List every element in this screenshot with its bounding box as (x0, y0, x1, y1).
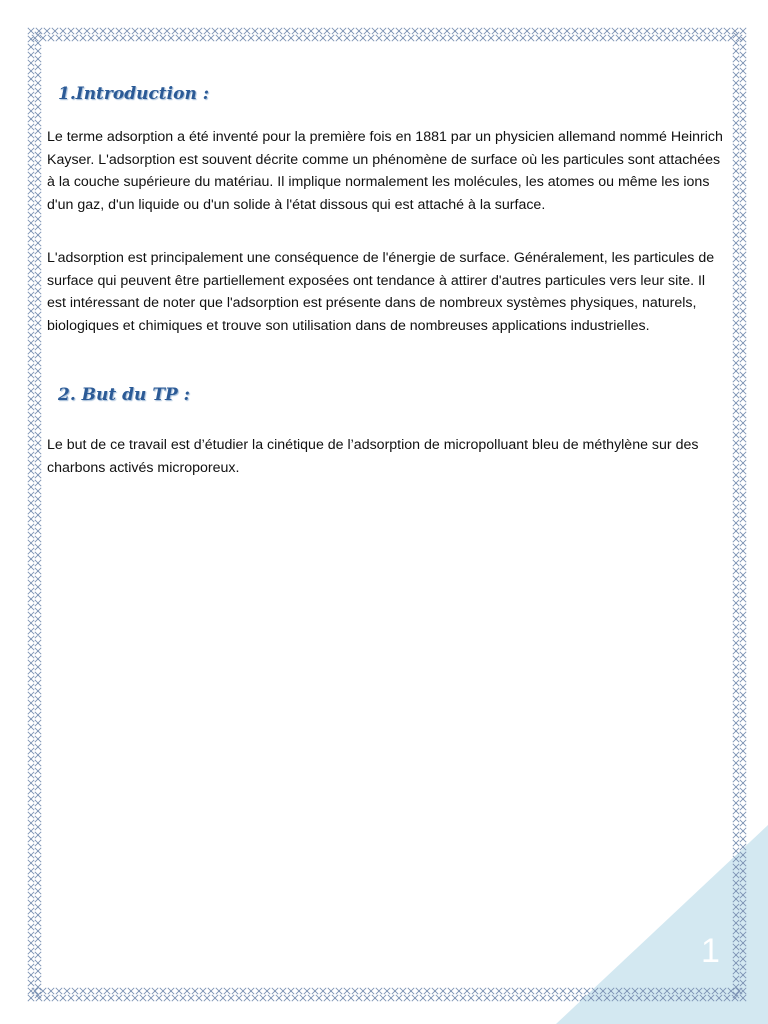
introduction-paragraph-2: L'adsorption est principalement une conséquence de l'énergie de surface. Généralement, les particules de surface qui peuvent être partiellement exposées ont tendance à attirer d'autres particules vers leur site. Il est intéressant de noter que l'adsorption est présente dans de nombreux systèmes physiques, naturels, biologiques et chimiques et trouve son utilisation dans de nombreuses applications industrielles. (47, 250, 715, 334)
but-paragraph: Le but de ce travail est d’étudier la cinétique de l’adsorption de micropolluant bleu de méthylène sur des charbons activés microporeux. (47, 437, 699, 476)
introduction-paragraph-1: Le terme adsorption a été inventé pour la première fois en 1881 par un physicien allemand nommé Heinrich Kayser. L'adsorption est souvent décrite comme un phénomène de surface où les particules sont attachées à la couche supérieure du matériau. Il implique normalement les molécules, les atomes ou même les ions d'un gaz, d'un liquide ou d'un solide à l'état dissous qui est attaché à la surface. (47, 129, 723, 213)
but-heading: 2. But du TP : (58, 385, 190, 405)
introduction-heading: 1.Introduction : (58, 84, 210, 104)
page-number: 1 (701, 932, 720, 970)
